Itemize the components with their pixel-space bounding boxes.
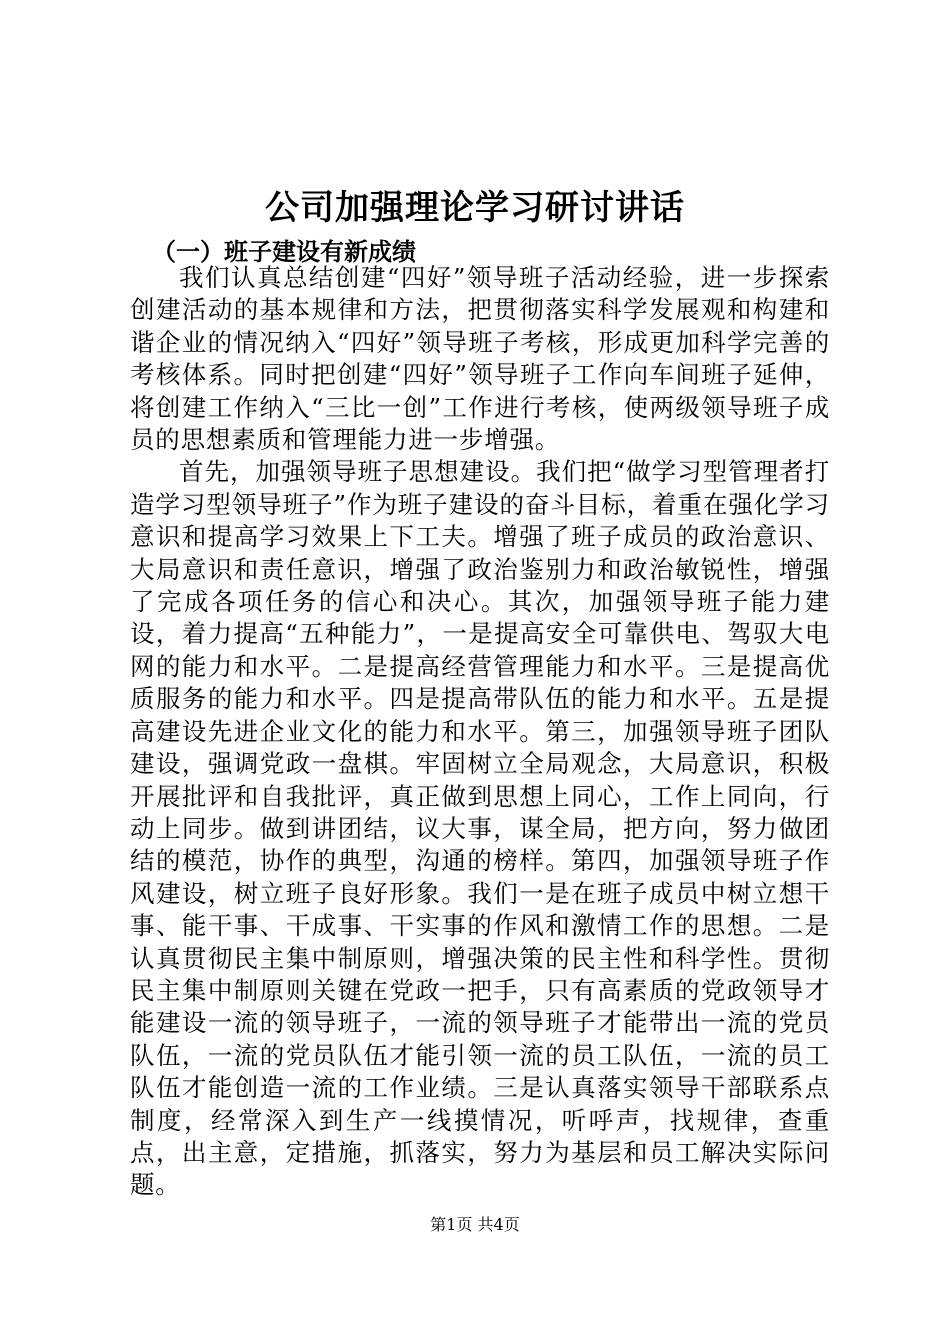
document-body: [130, 262, 830, 1202]
paragraph: 首先，加强领导班子思想建设。我们把“做学习型管理者打造学习型领导班子”作为班子建设的奋斗目标，着重在强化学习意识和提高学习效果上下工夫。增强了班子成员的政治意识、大局意识和责任意识，增强了政治鉴别力和政治敏锐性，增强了完成各项任务的信心和决心。其次，加强领导班子能力建设，着力提高“五种能力”，一是提高安全可靠供电、驾驭大电网的能力和水平。二是提高经营管理能力和水平。三是提高优质服务的能力和水平。四是提高带队伍的能力和水平。五是提高建设先进企业文化的能力和水平。第三，加强领导班子团队建设，强调党政一盘棋。牢固树立全局观念，大局意识，积极开展批评和自我批评，真正做到思想上同心，工作上同向，行动上同步。做到讲团结，议大事，谋全局，把方向，努力做团结的模范，协作的典型，沟通的榜样。第四，加强领导班子作风建设，树立班子良好形象。我们一是在班子成员中树立想干事、能干事、干成事、干实事的作风和激情工作的思想。二是认真贯彻民主集中制原则，增强决策的民主性和科学性。贯彻民主集中制原则关键在党政一把手，只有高素质的党政领导才能建设一流的领导班子，一流的领导班子才能带出一流的党员队伍，一流的党员队伍才能引领一流的员工队伍，一流的员工队伍才能创造一流的工作业绩。三是认真落实领导干部联系点制度，经常深入到生产一线摸情况，听呼声，找规律，查重点，出主意，定措施，抓落实，努力为基层和员工解决实际问题。: [130, 457, 830, 1200]
paragraph: 我们认真总结创建“四好”领导班子活动经验，进一步探索创建活动的基本规律和方法，把贯彻落实科学发展观和构建和谐企业的情况纳入“四好”领导班子考核，形成更加科学完善的考核体系。同时把创建“四好”领导班子工作向车间班子延伸，将创建工作纳入“三比一创”工作进行考核，使两级领导班子成员的思想素质和管理能力进一步增强。: [130, 263, 830, 455]
document-title: 公司加强理论学习研讨讲话: [265, 188, 685, 228]
section-heading: （一）班子建设有新成绩: [152, 238, 416, 266]
page-number-footer: 第1页 共4页: [430, 1215, 520, 1234]
